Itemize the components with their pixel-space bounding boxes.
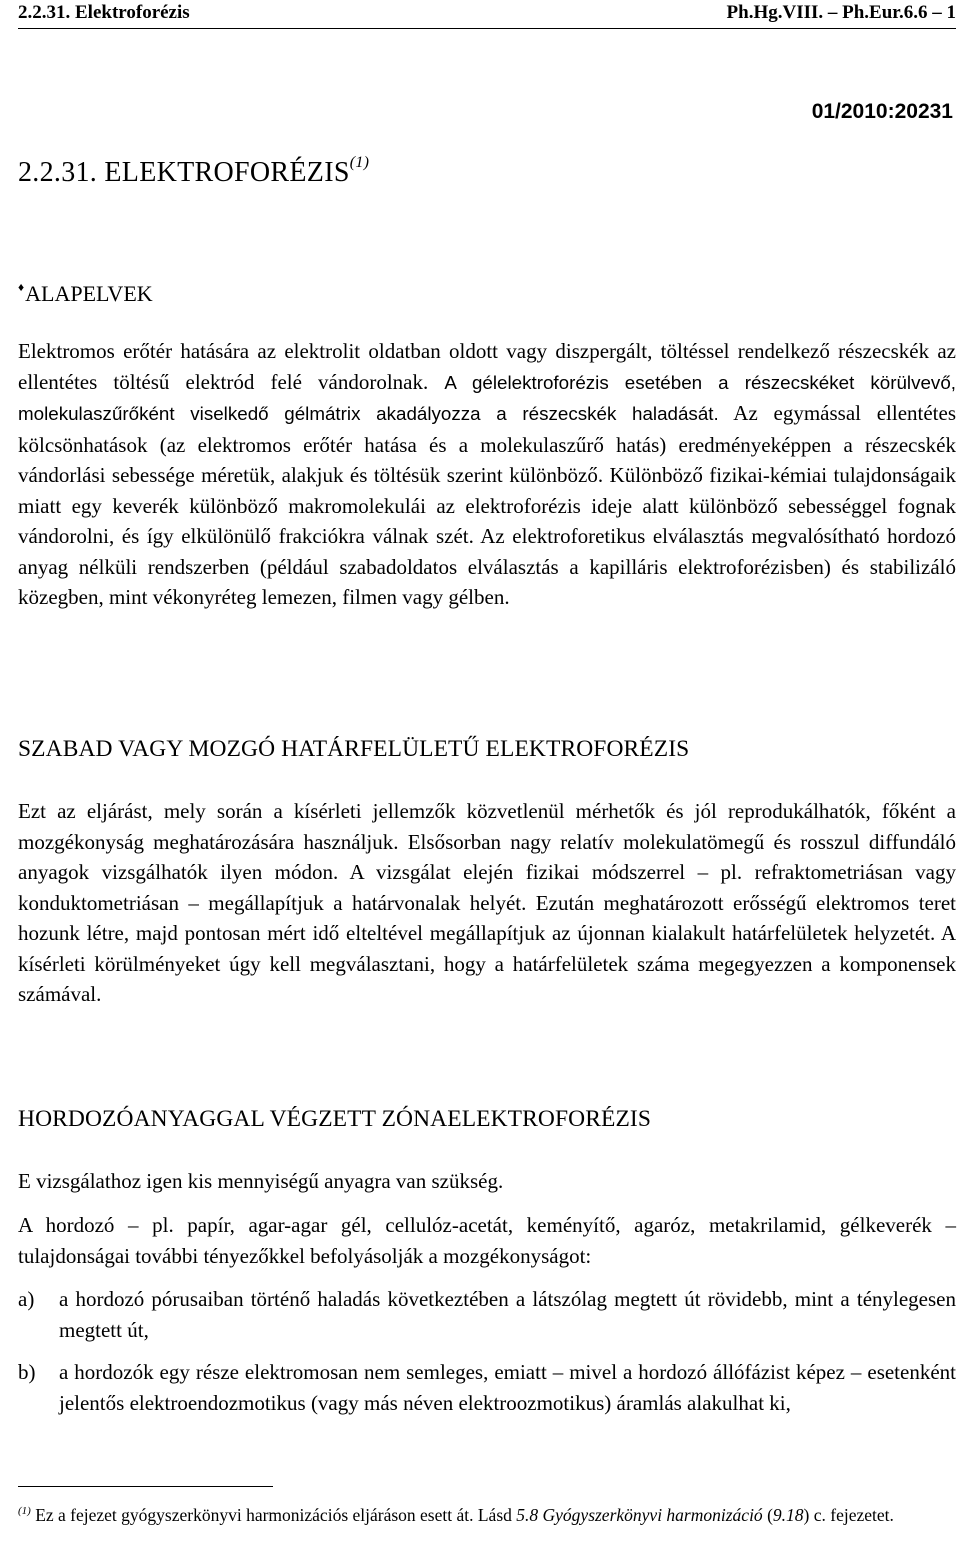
footnote-reference-link[interactable]: 5.8 Gyógyszerkönyvi harmonizáció	[516, 1505, 763, 1525]
free-electrophoresis-paragraph: Ezt az eljárást, mely során a kísérleti jellemzők közvetlenül mérhetők és jól reprodukálhatók, főként a mozgékonyság meghatározására használjuk. Elsősorban nagy relatív molekulatömegű és rosszul diffundáló anyagok vizsgálhatók ilyen módon. A vizsgálat elején fizikai módszerrel – pl. refraktometriásan vagy konduktometriásan – megállapítjuk a határvonalak helyét. Ezután meghatározott erősségű elektromos teret hozunk létre, majd pontosan mért idő elteltével megállapítjuk az újonnan kialakult határfelületek helyzetét. A kísérleti körülményeket úgy kell megválasztani, hogy a határfelületek száma megegyezzen a komponensek számával.	[18, 799, 956, 1006]
chapter-title	[18, 154, 369, 189]
footnote	[18, 1498, 948, 1529]
list-item	[18, 1357, 956, 1418]
running-header	[18, 2, 956, 29]
document-id: 01/2010:20231	[811, 100, 953, 123]
principles-sentence-2: A gélelektroforézis esetében a részecskéket körülvevő, molekulaszűrőként viselkedő gélmátrix akadályozza a részecskék haladását.	[18, 371, 956, 424]
diamond-bullet-icon: ♦	[18, 280, 25, 294]
zone-paragraph-1: E vizsgálathoz igen kis mennyiségű anyagra van szükség.	[18, 1169, 504, 1193]
footnote-mark: (1)	[18, 1505, 31, 1517]
footnote-text-paren: (	[762, 1505, 773, 1525]
free-electrophoresis-heading: SZABAD VAGY MOZGÓ HATÁRFELÜLETŰ ELEKTROFORÉZIS	[18, 736, 690, 762]
principles-paragraph	[18, 336, 956, 613]
footnote-reference-number: 9.18	[772, 1505, 804, 1525]
list-item-text: a hordozók egy része elektromosan nem semleges, emiatt – mivel a hordozó állófázist képez – esetenként jelentős elektroendozmotikus (vagy más néven elektroozmotikus) áramlás alakulhat ki,	[59, 1360, 956, 1415]
zone-electrophoresis-heading: HORDOZÓANYAGGAL VÉGZETT ZÓNAELEKTROFORÉZIS	[18, 1106, 651, 1132]
list-marker: b)	[18, 1360, 36, 1384]
chapter-title-text: 2.2.31. ELEKTROFORÉZIS	[18, 157, 350, 188]
footnote-divider	[18, 1486, 273, 1487]
principles-heading	[18, 280, 153, 307]
principles-sentence-3: Az egymással ellentétes kölcsönhatások (az elektromos erőtér hatása és a molekulaszűrő hatás) eredményeképpen a részecskék vándorlási sebessége méretük, alakjuk és töltésük szerint különböző. Különböző fizikai-kémiai tulajdonságaik miatt egy keverék különböző makromolekulái az elektroforézis ideje alatt különböző sebességgel fognak vándorolni, és így elkülönülő frakciókra válnak szét. Az elektroforetikus elválasztás megvalósítható hordozó anyag nélküli rendszerben (például szabadoldatos elválasztás a kapilláris elektroforézisben) és stabilizáló közegben, mint vékonyréteg lemezen, filmen vagy gélben.	[18, 401, 956, 609]
list-item	[18, 1284, 956, 1345]
list-marker: a)	[18, 1287, 35, 1311]
header-chapter: 2.2.31. Elektroforézis	[18, 2, 190, 23]
zone-paragraph-2: A hordozó – pl. papír, agar-agar gél, cellulóz-acetát, keményítő, agaróz, metakrilamid, gélkeverék – tulajdonságai további tényezőkkel befolyásolják a mozgékonyságot:	[18, 1213, 956, 1268]
principles-sentence-1: Elektromos erőtér hatására az elektrolit oldatban oldott vagy diszpergált, töltéssel rendelkező részecskék az ellentétes töltésű elektród felé vándorolnak.	[18, 339, 956, 394]
footnote-text: Ez a fejezet gyógyszerkönyvi harmonizációs eljáráson esett át. Lásd	[35, 1505, 517, 1525]
footnote-text-end: ) c. fejezetet.	[803, 1505, 894, 1525]
principles-heading-text: ALAPELVEK	[25, 281, 153, 306]
chapter-footnote-mark[interactable]: (1)	[349, 154, 370, 171]
list-item-text: a hordozó pórusaiban történő haladás következtében a látszólag megtett út rövidebb, mint a ténylegesen megtett út,	[59, 1287, 956, 1342]
header-pharmacopoeia-ref: Ph.Hg.VIII. – Ph.Eur.6.6 – 1	[726, 2, 956, 23]
